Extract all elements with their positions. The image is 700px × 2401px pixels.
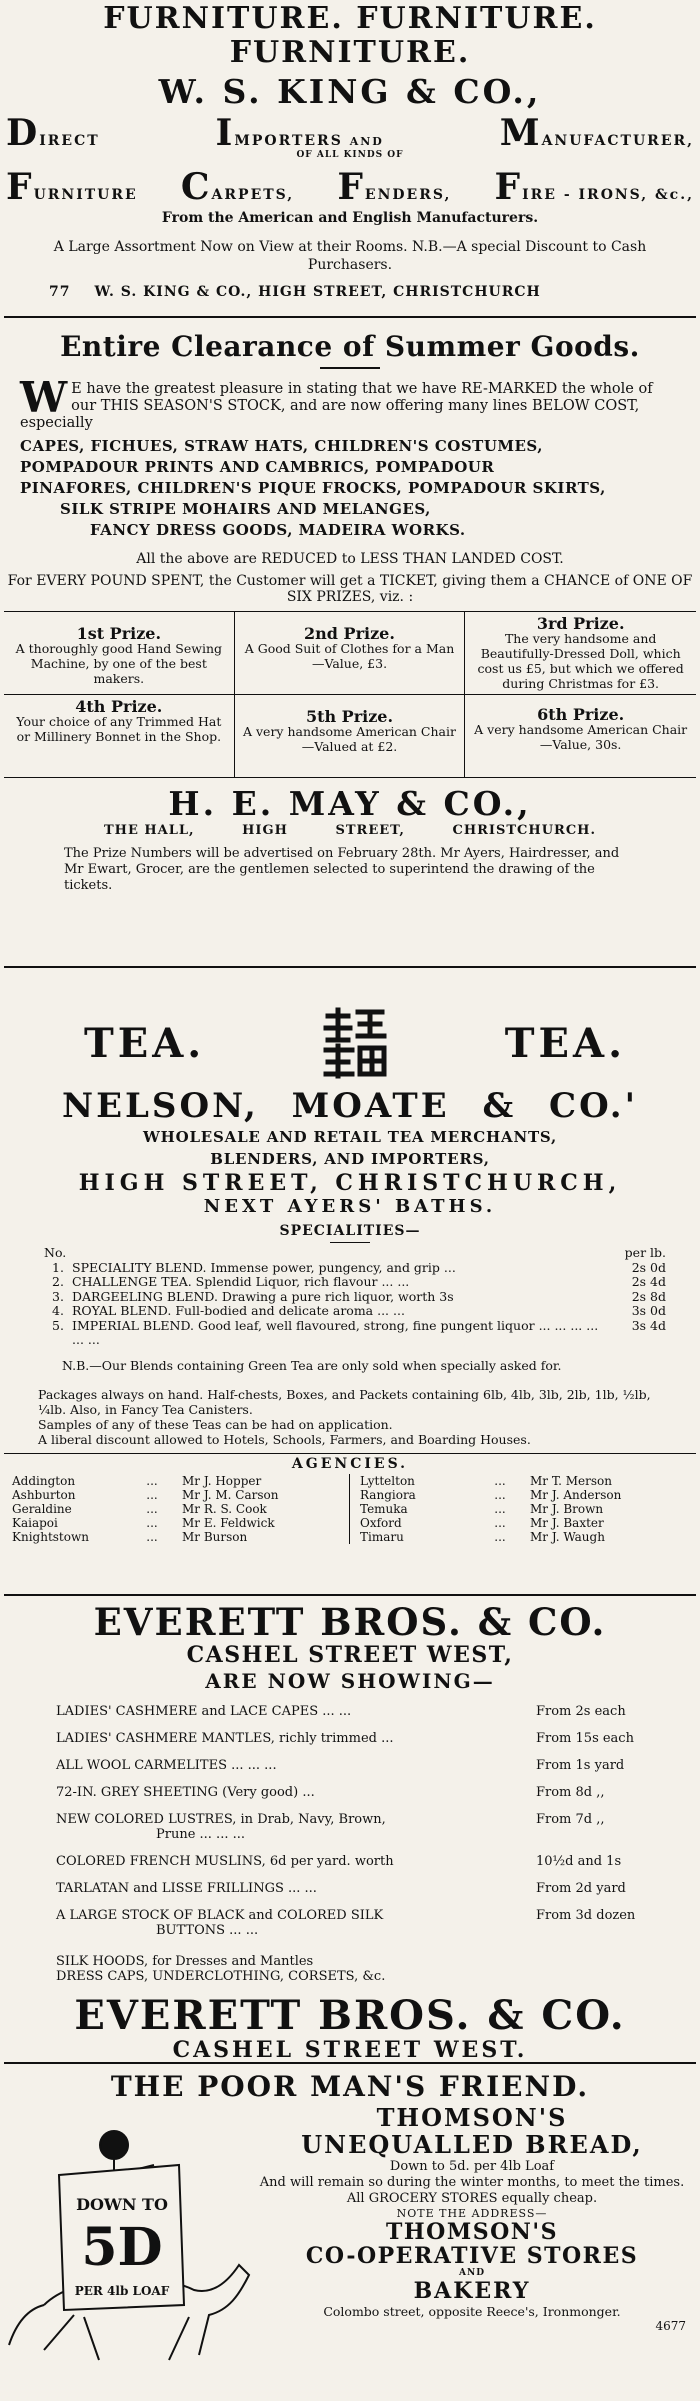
spec-item: 1. SPECIALITY BLEND. Immense power, pungency, and grip ... 2s 0d — [52, 1259, 666, 1275]
king-address: W. S. KING & CO., HIGH STREET, CHRISTCHURCH — [94, 284, 541, 300]
ad-he-may — [4, 318, 696, 968]
agency-row: Kaiapoi ... Mr E. Feldwick — [12, 1515, 275, 1530]
king-headline: FURNITURE. FURNITURE. FURNITURE. — [103, 1, 597, 70]
list-item: ALL WOOL CARMELITES ... ... ... From 1s yard — [56, 1758, 625, 1773]
divider — [330, 1242, 370, 1243]
may-address: THE HALL, HIGH STREET, CHRISTCHURCH. — [104, 823, 596, 838]
everett-company-name: EVERETT BROS. & CO. — [93, 1600, 607, 1644]
spec-header: No. per lb. — [44, 1245, 666, 1260]
tea-packaging: Packages always on hand. Half-chests, Boxes, and Packets containing 6lb, 4lb, 3lb, 2lb, 1lb, ½lb, ¼lb. Also, in Fancy Tea Canisters. Samples of any of these Teas can be had on application. A liberal discount allowed to Hotels, Schools, Farmers, and Boarding Houses. — [38, 1386, 651, 1447]
banner-bottom: PER 4lb LOAF — [74, 2284, 170, 2298]
chinese-character-logo-icon — [318, 1006, 392, 1080]
list-item: A LARGE STOCK OF BLACK and COLORED SILK BUTTONS ... ... From 3d dozen — [56, 1908, 636, 1938]
king-from: From the American and English Manufacturers. — [161, 210, 539, 226]
agencies-table — [4, 1472, 696, 1544]
everett-footer-street: CASHEL STREET WEST. — [172, 2037, 528, 2063]
agency-row: Rangiora ... Mr J. Anderson — [360, 1487, 622, 1502]
prize-1: 1st Prize. A thoroughly good Hand Sewing Machine, by one of the best makers. — [4, 612, 235, 695]
tea-header — [4, 1006, 696, 1080]
agency-row: Temuka ... Mr J. Brown — [360, 1501, 604, 1516]
specialities-list — [4, 1246, 696, 1348]
tea-word-left: TEA. — [84, 1019, 206, 1067]
list-item: LADIES' CASHMERE MANTLES, richly trimmed ... From 15s each — [56, 1731, 634, 1746]
king-word-carpets: CARPETS, — [180, 166, 295, 208]
spec-item: 4. ROYAL BLEND. Full-bodied and delicate aroma ... ... 3s 0d — [52, 1303, 666, 1318]
agency-row: Oxford ... Mr J. Baxter — [360, 1515, 604, 1530]
tea-company-name: NELSON, MOATE & CO.' — [62, 1086, 638, 1126]
king-product-line — [4, 166, 696, 208]
king-word-manufacturer: MANUFACTURER, — [499, 112, 694, 154]
king-word-furniture: FURNITURE — [6, 166, 138, 208]
thomson-heading: THE POOR MAN'S FRIEND. — [110, 2070, 590, 2103]
may-goods-list — [4, 436, 696, 541]
spec-item: 5. IMPERIAL BLEND. Good leaf, well flavoured, strong, fine pungent liquor ... ... ... ... ... ... 3s 4d — [52, 1317, 666, 1347]
tea-subtitle: WHOLESALE AND RETAIL TEA MERCHANTS, — [142, 1128, 558, 1146]
may-dropcap: W — [20, 373, 68, 422]
prize-6: 6th Prize. A very handsome American Chair—Value, 30s. — [465, 695, 696, 778]
king-word-importers: IMPORTERS AND — [215, 112, 384, 154]
tea-baths: NEXT AYERS' BATHS. — [203, 1196, 497, 1217]
thomson-name: THOMSON'S — [376, 2103, 568, 2132]
everett-extra: SILK HOODS, for Dresses and Mantles DRESS CAPS, UNDERCLOTHING, CORSETS, &c. — [56, 1954, 386, 1984]
list-item: COLORED FRENCH MUSLINS, 6d per yard. worth 10½d and 1s — [56, 1854, 622, 1869]
may-intro: W E have the greatest pleasure in stating that we have RE-MARKED the whole of our THIS SEASON'S STOCK, and are now offering many lines BELOW COST, especially — [20, 373, 653, 431]
tea-subtitle-2: BLENDERS, AND IMPORTERS, — [210, 1150, 490, 1168]
agencies-heading: AGENCIES. — [4, 1453, 696, 1472]
spec-note: N.B.—Our Blends containing Green Tea are only sold when specially asked for. — [62, 1357, 562, 1373]
thomson-text: THOMSON'S UNEQUALLED BREAD, Down to 5d. per 4lb Loaf And will remain so during the winter months, to meet the times. All GROCERY STORES equally cheap. NOTE THE ADDRESS— THOMSON'S CO-OPERATIVE STORES AND BAKERY Colombo street, opposite Reece's, Ironmonger. 4677 — [254, 2105, 696, 2380]
list-item: LADIES' CASHMERE and LACE CAPES ... ... From 2s each — [56, 1704, 626, 1719]
agencies-left — [12, 1474, 350, 1544]
may-heading: Entire Clearance of Summer Goods. — [60, 330, 640, 363]
may-footnote: The Prize Numbers will be advertised on February 28th. Mr Ayers, Hairdresser, and Mr Ewart, Grocer, are the gentlemen selected to superintend the drawing of the tickets. — [64, 846, 620, 893]
prize-4: 4th Prize. Your choice of any Trimmed Hat or Millinery Bonnet in the Shop. — [4, 695, 235, 778]
agency-row: Timaru ... Mr J. Waugh — [360, 1529, 605, 1544]
spec-item: 2. CHALLENGE TEA. Splendid Liquor, rich flavour ... ... 2s 4d — [52, 1274, 666, 1289]
divider — [320, 367, 380, 369]
tea-word-right: TEA. — [504, 1019, 626, 1067]
everett-showing: ARE NOW SHOWING— — [205, 1669, 495, 1693]
ad-everett-bros — [4, 1596, 696, 2064]
prize-3: 3rd Prize. The very handsome and Beautifully-Dressed Doll, which cost us £5, but which we offered during Christmas for £3. — [465, 612, 696, 695]
king-tagline — [4, 112, 696, 154]
thomson-ad-number: 4677 — [655, 2319, 686, 2333]
king-company-name: W. S. KING & CO., — [158, 72, 542, 111]
agency-row: Geraldine ... Mr R. S. Cook — [12, 1501, 267, 1516]
ad-thomson — [4, 2064, 696, 2395]
agency-row: Addington ... Mr J. Hopper — [12, 1473, 262, 1488]
spec-item: 3. DARGEELING BLEND. Drawing a pure rich liquor, worth 3s 2s 8d — [52, 1288, 666, 1304]
everett-items — [4, 1694, 696, 1938]
may-goods-line: PINAFORES, CHILDREN'S PIQUE FROCKS, POMPADOUR SKIRTS, — [20, 479, 606, 497]
may-goods-line: POMPADOUR PRINTS AND CAMBRICS, POMPADOUR — [20, 458, 495, 476]
horse-rider-icon — [4, 2105, 254, 2380]
banner-top: DOWN TO — [76, 2195, 168, 2214]
agency-row: Lyttelton ... Mr T. Merson — [360, 1473, 612, 1488]
thomson-sub: UNEQUALLED BREAD, — [301, 2130, 643, 2159]
agency-row: Ashburton ... Mr J. M. Carson — [12, 1487, 279, 1502]
prize-2: 2nd Prize. A Good Suit of Clothes for a Man—Value, £3. — [235, 612, 466, 695]
may-ticket-note: For EVERY POUND SPENT, the Customer will get a TICKET, giving them a CHANCE of ONE OF SIX PRIZES, viz. : — [7, 573, 693, 605]
everett-footer-name: EVERETT BROS. & CO. — [74, 1992, 626, 2039]
thomson-body — [4, 2105, 696, 2380]
list-item: TARLATAN and LISSE FRILLINGS ... ... From 2d yard — [56, 1881, 626, 1896]
banner-price: 5D — [81, 2217, 163, 2278]
may-reduced-note: All the above are REDUCED to LESS THAN LANDED COST. — [136, 551, 564, 567]
king-note: A Large Assortment Now on View at their Rooms. N.B.—A special Discount to Cash Purchasers. — [53, 239, 647, 273]
may-company-name: H. E. MAY & CO., — [168, 784, 532, 823]
king-kinds: OF ALL KINDS OF — [296, 150, 404, 160]
king-word-direct: DIRECT — [6, 112, 100, 154]
may-goods-line: SILK STRIPE MOHAIRS AND MELANGES, — [60, 500, 431, 518]
list-item: 72-IN. GREY SHEETING (Very good) ... From 8d ,, — [56, 1785, 605, 1800]
agency-row: Knightstown ... Mr Burson — [12, 1529, 248, 1544]
horse-rider-illustration — [4, 2105, 254, 2380]
agencies-right — [350, 1474, 688, 1544]
may-goods-line: FANCY DRESS GOODS, MADEIRA WORKS. — [90, 521, 466, 539]
everett-street: CASHEL STREET WEST, — [186, 1642, 514, 1668]
prize-grid — [4, 611, 696, 778]
king-footer — [4, 284, 696, 300]
king-ad-number: 77 — [49, 284, 71, 300]
ad-nelson-moate — [4, 968, 696, 1596]
king-word-fire-irons: FIRE - IRONS, &c., — [494, 166, 694, 208]
ad-ws-king — [4, 0, 696, 318]
may-goods-line: CAPES, FICHUES, STRAW HATS, CHILDREN'S COSTUMES, — [20, 437, 543, 455]
king-word-fenders: FENDERS, — [337, 166, 452, 208]
specialities-heading: SPECIALITIES— — [279, 1223, 421, 1239]
tea-street: HIGH STREET, CHRISTCHURCH, — [78, 1170, 622, 1196]
prize-5: 5th Prize. A very handsome American Chair—Valued at £2. — [235, 695, 466, 778]
list-item: NEW COLORED LUSTRES, in Drab, Navy, Brown, Prune ... ... ... From 7d ,, — [56, 1812, 605, 1842]
